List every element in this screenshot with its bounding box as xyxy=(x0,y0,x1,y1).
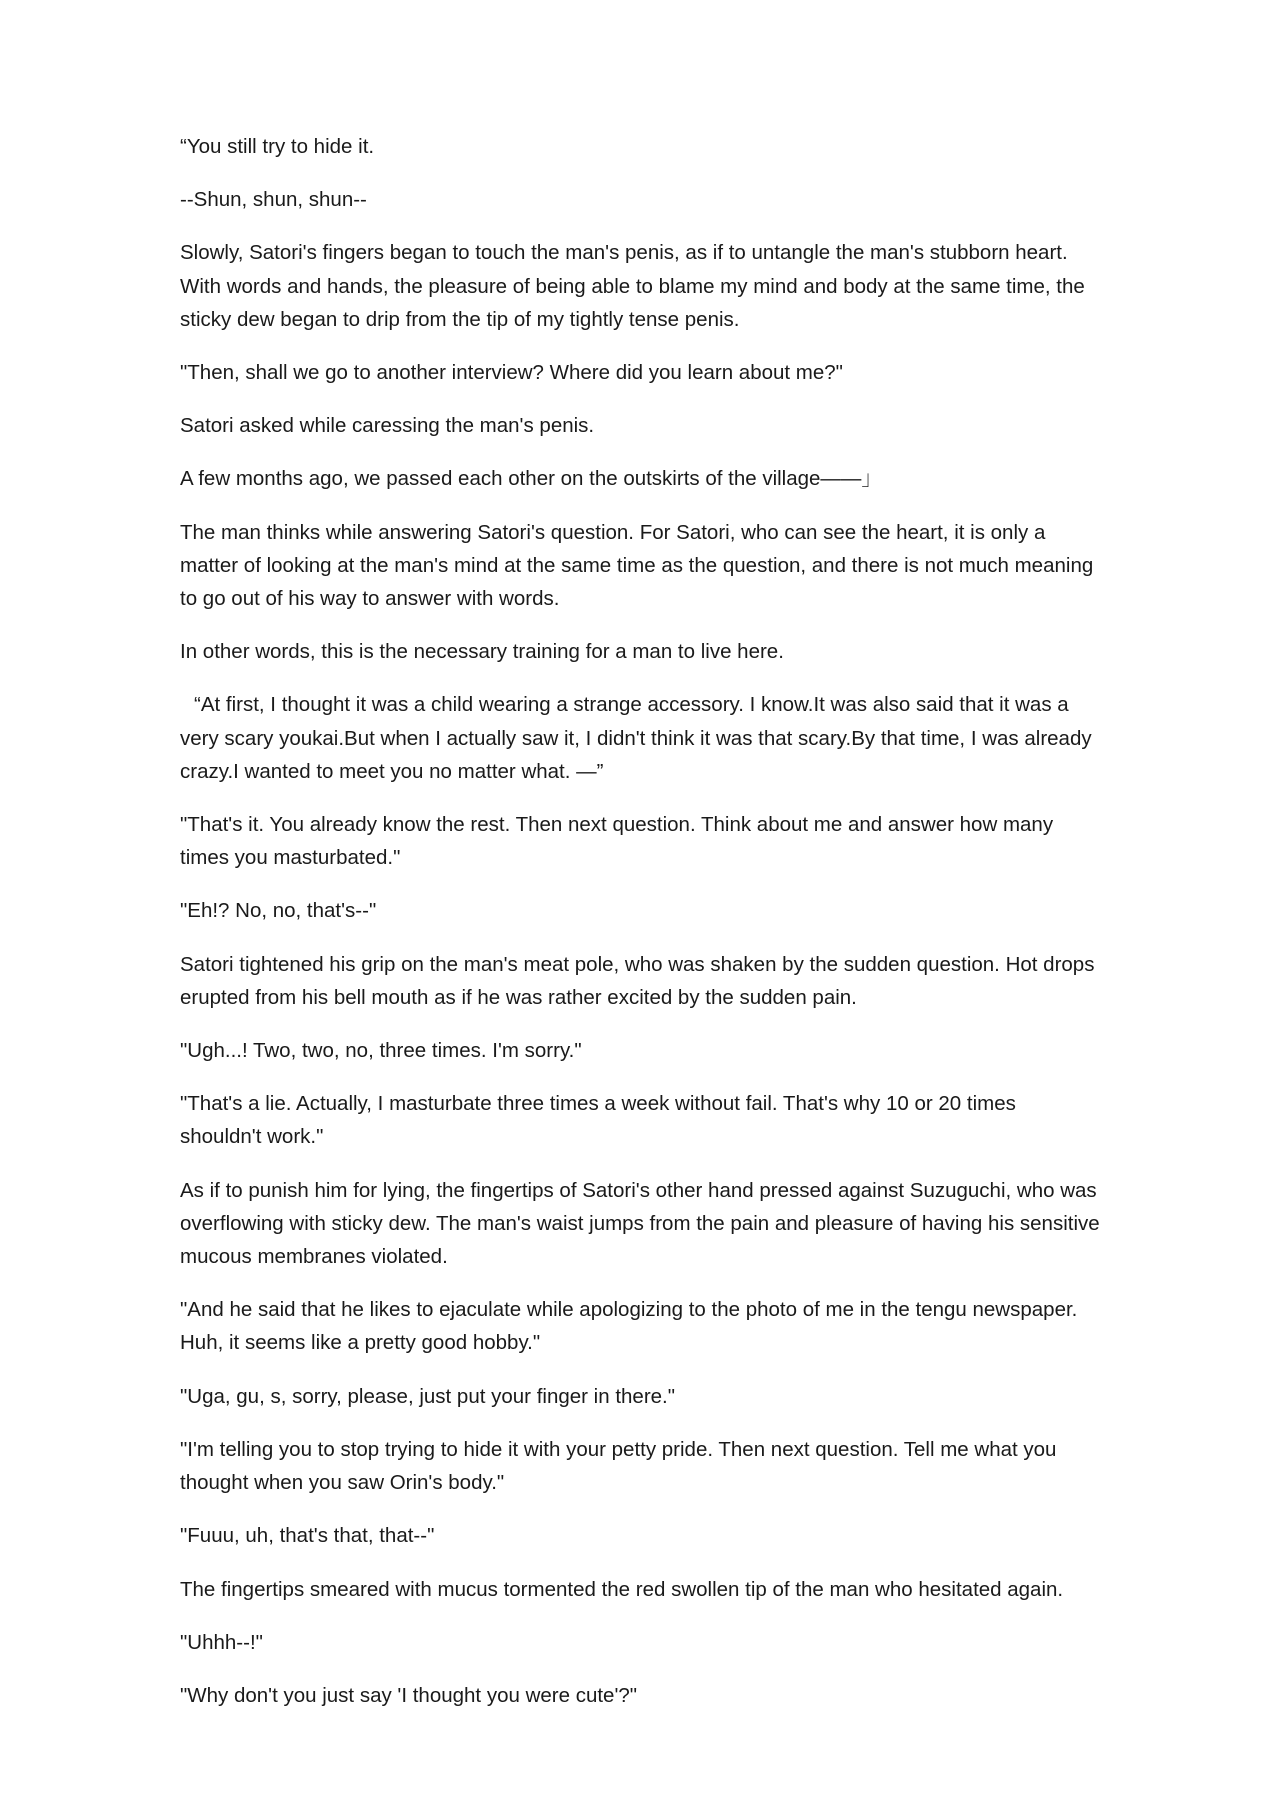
paragraph: Slowly, Satori's fingers began to touch the man's penis, as if to untangle the man's stubborn heart. With words and hands, the pleasure of being able to blame my mind and body at the same time, the sticky dew began to drip from the tip of my tightly tense penis. xyxy=(180,241,1091,331)
paragraph: "Ugh...! Two, two, no, three times. I'm sorry." xyxy=(180,1039,582,1063)
paragraph: "I'm telling you to stop trying to hide it with your petty pride. Then next question. Tell me what you thought when you saw Orin's body." xyxy=(180,1437,1063,1495)
paragraph: "Uga, gu, s, sorry, please, just put your finger in there." xyxy=(180,1384,676,1408)
paragraph: A few months ago, we passed each other on the outskirts of the village——」 xyxy=(180,467,882,491)
document-body xyxy=(180,130,1106,1712)
paragraph: "Fuuu, uh, that's that, that--" xyxy=(180,1524,435,1548)
paragraph: As if to punish him for lying, the fingertips of Satori's other hand pressed against Suzuguchi, who was overflowing with sticky dew. The man's waist jumps from the pain and pleasure of having his sensitive mucous membranes violated. xyxy=(180,1178,1106,1269)
paragraph: "That's it. You already know the rest. Then next question. Think about me and answer how many times you masturbated." xyxy=(180,813,1059,870)
paragraph: “You still try to hide it. xyxy=(180,135,375,158)
paragraph: "And he said that he likes to ejaculate while apologizing to the photo of me in the tengu newspaper. Huh, it seems like a pretty good hobby." xyxy=(180,1298,1084,1355)
paragraph: The fingertips smeared with mucus tormented the red swollen tip of the man who hesitated again. xyxy=(180,1577,1064,1601)
paragraph: The man thinks while answering Satori's question. For Satori, who can see the heart, it is only a matter of looking at the man's mind at the same time as the question, and there is not much meaning to go out of his way to answer with words. xyxy=(180,520,1099,611)
paragraph: "Why don't you just say 'I thought you were cute'?" xyxy=(180,1683,638,1707)
paragraph: Satori tightened his grip on the man's meat pole, who was shaken by the sudden question. Hot drops erupted from his bell mouth as if he was rather excited by the sudden pain. xyxy=(180,952,1101,1009)
paragraph: Satori asked while caressing the man's penis. xyxy=(180,414,595,438)
paragraph: --Shun, shun, shun-- xyxy=(180,188,367,212)
paragraph: “At first, I thought it was a child wearing a strange accessory. I know.It was also said that it was a very scary youkai.But when I actually saw it, I didn't think it was that scary.By that time, I was already crazy.I wanted to meet you no matter what. —” xyxy=(180,693,1098,783)
paragraph: "Eh!? No, no, that's--" xyxy=(180,899,377,923)
paragraph: "Then, shall we go to another interview? Where did you learn about me?" xyxy=(180,361,843,385)
paragraph: In other words, this is the necessary training for a man to live here. xyxy=(180,640,784,664)
paragraph: "Uhhh--!" xyxy=(180,1630,263,1654)
paragraph: "That's a lie. Actually, I masturbate three times a week without fail. That's why 10 or 20 times shouldn't work." xyxy=(180,1092,1022,1149)
